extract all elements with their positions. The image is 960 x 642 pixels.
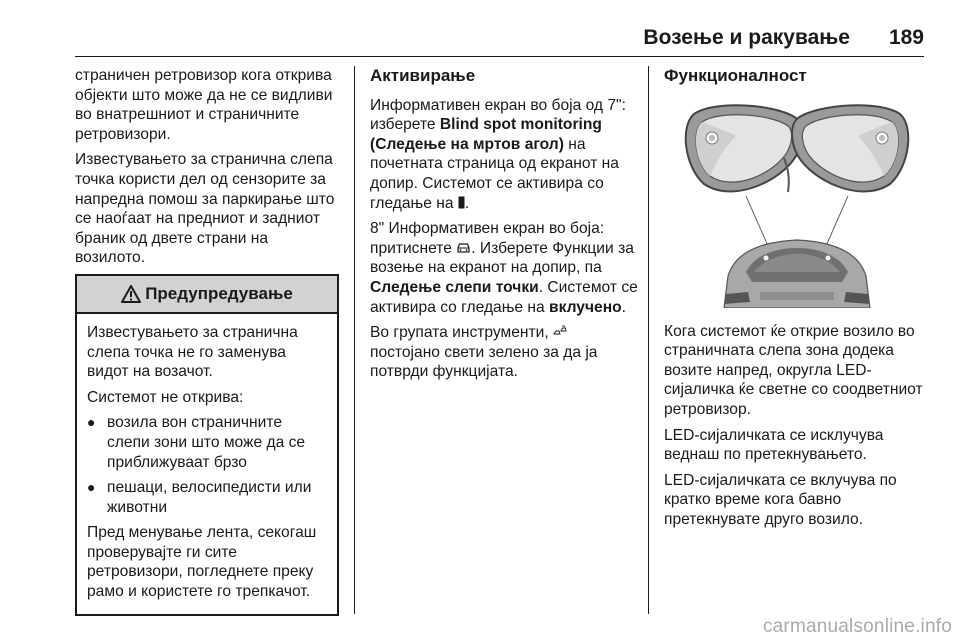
text-run: . Изберете Функции за возење на екранот на допир, па (370, 239, 634, 277)
menu-label: Blind spot monitoring (Следење на мртов агол) (370, 116, 602, 153)
car-settings-icon (456, 241, 471, 254)
text-run: Информативен екран во боја од 7": изберете (370, 96, 626, 134)
list-item-text: возила вон страничните слепи зони што може да се приближуваат брзо (107, 414, 306, 471)
page-header (0, 0, 960, 56)
bullet-icon: ● (87, 479, 96, 496)
text-run: . (464, 194, 470, 212)
list-item (87, 413, 327, 472)
section-title: Активирање (370, 66, 476, 85)
right-mirror-image (792, 105, 908, 191)
column-2 (370, 66, 638, 388)
bullet-icon: ● (87, 414, 96, 431)
text-run: . Системот се активира со гледање на (370, 278, 638, 316)
warning-body (77, 314, 337, 614)
paragraph: Кога системот ќе открие возило во страничната слепа зона додека возите напред, округла LED-сијаличка ќе светне со соодветниот ретровизор. (664, 322, 923, 418)
paragraph: LED-сијаличката се исклучува веднаш по претекнувањето. (664, 426, 884, 464)
text-run: . (621, 298, 626, 316)
paragraph: Известувањето за странична слепа точка не го заменува видот на возачот. (87, 323, 298, 381)
paragraph (370, 96, 638, 214)
column-divider-1 (354, 66, 355, 614)
list-item-text: пешаци, велосипедисти или животни (107, 479, 312, 516)
paragraph (370, 219, 638, 317)
warning-header (77, 276, 337, 314)
warning-box (75, 274, 339, 616)
page-number: 189 (888, 26, 924, 49)
header-title: Возење и ракување (643, 26, 850, 49)
column-1 (75, 66, 341, 616)
watermark: carmanualsonline.info (762, 616, 952, 637)
menu-label: Следење слепи точки (370, 278, 539, 296)
paragraph: Системот не открива: (87, 388, 244, 406)
warning-title: Предупредување (145, 284, 293, 304)
paragraph: Пред менување лента, секогаш проверувајте ги сите ретровизори, погледнете преку рамо и користете го трепкачот. (87, 524, 317, 601)
section-title: Функционалност (664, 66, 807, 85)
header-rule (75, 56, 924, 57)
mirror-illustration (664, 96, 930, 308)
warning-triangle-icon (121, 285, 141, 303)
car-image (724, 240, 870, 308)
column-3 (664, 66, 934, 536)
blind-spot-indicator-icon (553, 324, 567, 337)
menu-label: вклучено (549, 298, 622, 316)
left-mirror-image (686, 105, 802, 192)
list-item (87, 478, 327, 517)
paragraph: Известувањето за странична слепа точка користи дел од сензорите за напредна помош за паркирање што се наоѓаат на предниот и задниот браник од двете страни на возилото. (75, 151, 335, 267)
text-run: 8" Информативен екран во боја: притиснете (370, 220, 605, 257)
text-run: на почетната страница од екранот на допир. Системот се активира со гледање на (370, 135, 619, 212)
paragraph: страничен ретровизор кога открива објекти што може да не се видливи во внатрешниот и страничните ретровизори. (75, 67, 333, 143)
toggle-on-icon (458, 196, 465, 209)
paragraph (370, 323, 638, 382)
column-divider-2 (648, 66, 649, 614)
text-run: Во групата инструменти, (370, 324, 554, 342)
text-run: постојано свети зелено за да ја потврди функцијата. (370, 343, 598, 381)
paragraph: LED-сијаличката се вклучува по кратко време кога бавно претекнувате друго возило. (664, 471, 897, 528)
